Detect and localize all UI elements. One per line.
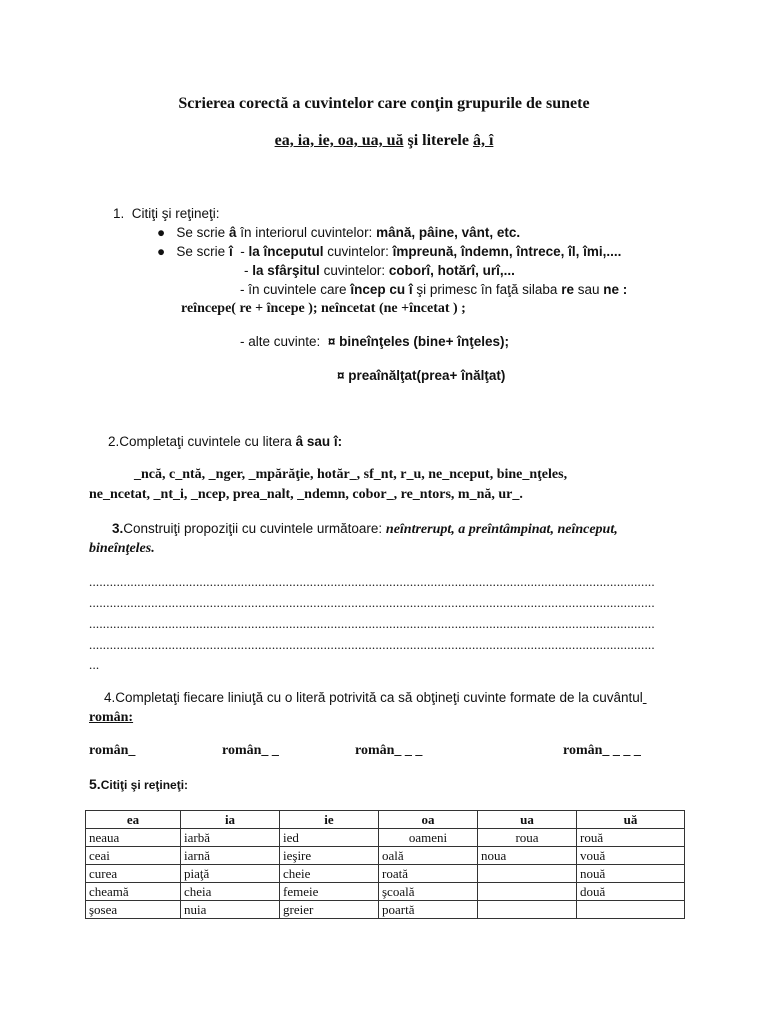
table-cell: roată: [379, 865, 478, 883]
section1-heading: 1. Citiţi şi reţineţi:: [113, 206, 220, 221]
form-roman-1: român_: [89, 743, 136, 758]
section1-line4: - în cuvintele care încep cu î şi primesc în faţă silaba re sau ne :: [240, 282, 628, 297]
table-cell: [478, 865, 577, 883]
table-cell: piaţă: [181, 865, 280, 883]
section3-words2: bineînţeles.: [89, 541, 155, 556]
table-header: uă: [577, 811, 685, 829]
subtitle-middle: şi literele: [407, 132, 469, 149]
table-header: ie: [280, 811, 379, 829]
table-cell: iarbă: [181, 829, 280, 847]
answer-line-end[interactable]: ...: [89, 657, 100, 672]
table-cell: vouă: [577, 847, 685, 865]
answer-line[interactable]: ....................................................................................................................................................................: [89, 595, 655, 610]
table-cell: şcoală: [379, 883, 478, 901]
table-cell: poartă: [379, 901, 478, 919]
table-row: [86, 829, 685, 847]
table-cell: neaua: [86, 829, 181, 847]
table-cell: curea: [86, 865, 181, 883]
section3-heading: 3.Construiţi propoziţii cu cuvintele următoare: neîntrerupt, a preîntâmpinat, neînceput,: [112, 521, 618, 537]
table-cell: cheie: [280, 865, 379, 883]
section2-heading: 2.Completaţi cuvintele cu litera â sau î:: [108, 434, 343, 449]
letter-groups-table: [85, 810, 685, 919]
table-cell: greier: [280, 901, 379, 919]
table-row: [86, 901, 685, 919]
table-cell: ceai: [86, 847, 181, 865]
section1-bullet2: ● Se scrie î - la începutul cuvintelor: împreună, îndemn, întrece, îl, îmi,....: [157, 244, 622, 259]
table-cell: oală: [379, 847, 478, 865]
table-cell: noua: [478, 847, 577, 865]
section1-bullet1: ● Se scrie â în interiorul cuvintelor: mână, pâine, vânt, etc.: [157, 225, 521, 240]
section4-heading: 4.Completaţi fiecare liniuţă cu o literă potrivită ca să obţineţi cuvinte formate de la cuvântul: [104, 690, 643, 705]
form-roman-3: român_ _ _: [355, 743, 423, 758]
table-cell: ieşire: [280, 847, 379, 865]
bullet-icon: ●: [157, 225, 166, 240]
answer-line[interactable]: ....................................................................................................................................................................: [89, 637, 655, 652]
table-cell: roua: [478, 829, 577, 847]
table-cell: ied: [280, 829, 379, 847]
table-header: oa: [379, 811, 478, 829]
page-title: Scrierea corectă a cuvintelor care conţin grupurile de sunete: [178, 95, 590, 112]
table-row: [86, 847, 685, 865]
bullet-icon: ●: [157, 244, 166, 259]
section2-row1: _ncă, c_ntă, _nger, _mpărăţie, hotăr_, sf_nt, r_u, ne_nceput, bine_nţeles,: [134, 467, 568, 482]
answer-line[interactable]: ....................................................................................................................................................................: [89, 616, 655, 631]
table-header: ea: [86, 811, 181, 829]
section1-line6: - alte cuvinte: ¤ bineînţeles (bine+ înţeles);: [240, 334, 509, 349]
table-cell: femeie: [280, 883, 379, 901]
section5-heading: 5.Citiţi şi reţineţi:: [89, 776, 189, 792]
table-cell: şosea: [86, 901, 181, 919]
subtitle-letters: â, î: [472, 132, 494, 149]
section1-line7: ¤ preaînălţat(prea+ înălţat): [337, 368, 506, 383]
table-cell: [577, 901, 685, 919]
table-cell: nouă: [577, 865, 685, 883]
table-cell: [478, 883, 577, 901]
answer-line[interactable]: ....................................................................................................................................................................: [89, 574, 655, 589]
form-roman-4: român_ _ _ _: [563, 743, 641, 758]
table-cell: oameni: [379, 829, 478, 847]
table-cell: rouă: [577, 829, 685, 847]
table-cell: cheamă: [86, 883, 181, 901]
section1-line3: - la sfârşitul cuvintelor: coborî, hotărî, urî,...: [244, 263, 515, 278]
subtitle-groups: ea, ia, ie, oa, ua, uă: [274, 132, 404, 149]
table-row: [86, 865, 685, 883]
table-row: [86, 883, 685, 901]
table-cell: două: [577, 883, 685, 901]
form-roman-2: român_ _: [222, 743, 279, 758]
table-header: ia: [181, 811, 280, 829]
table-cell: [478, 901, 577, 919]
section4-word: român:: [89, 710, 134, 725]
table-cell: iarnă: [181, 847, 280, 865]
section1-line5: reîncepe( re + începe ); neîncetat (ne +încetat ) ;: [181, 301, 466, 316]
section2-row2: ne_ncetat, _nt_i, _ncep, prea_nalt, _ndemn, cobor_, re_ntors, m_nă, ur_.: [89, 487, 523, 502]
table-header-row: [86, 811, 685, 829]
table-header: ua: [478, 811, 577, 829]
page-subtitle: [0, 132, 768, 150]
table-cell: cheia: [181, 883, 280, 901]
table-cell: nuia: [181, 901, 280, 919]
